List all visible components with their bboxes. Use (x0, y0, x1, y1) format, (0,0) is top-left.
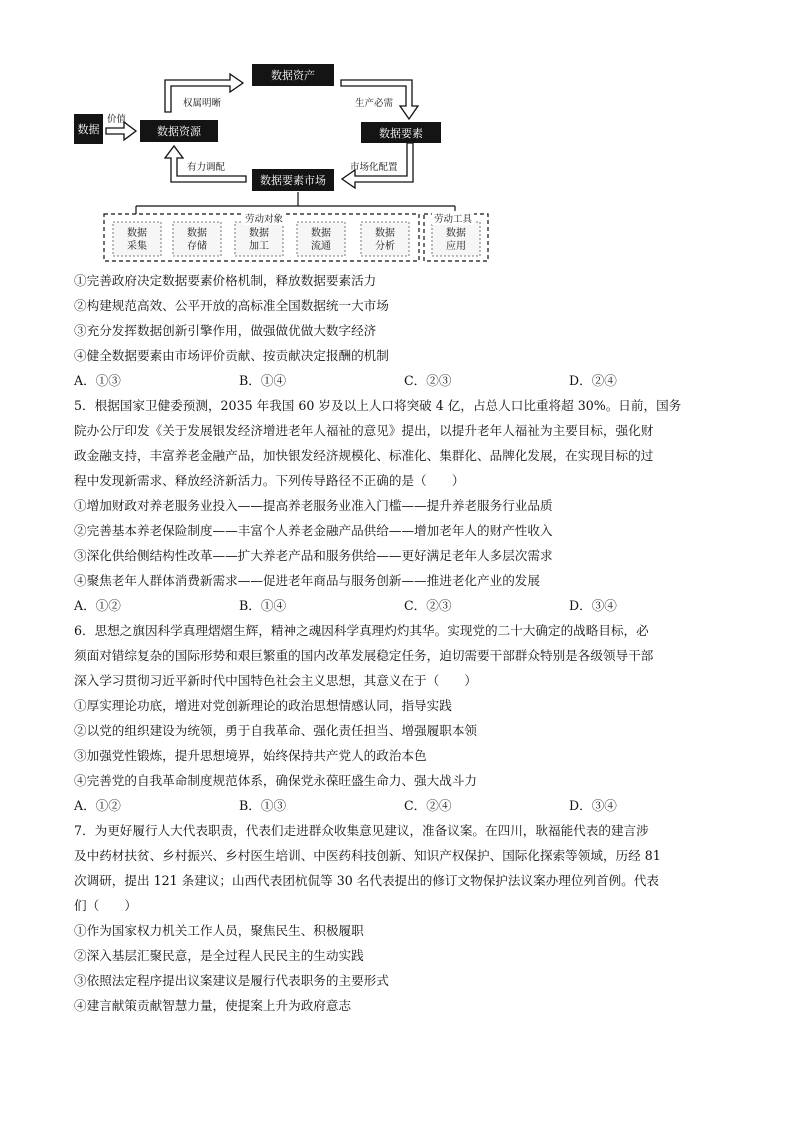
labor-tool-apply: 数据 应用 (446, 228, 466, 252)
question-text (74, 268, 734, 1018)
labor-object-circulate: 数据 流通 (311, 228, 331, 252)
q6-statement: ④完善党的自我革命制度规范体系，确保党永葆旺盛生命力、强大战斗力 (74, 773, 477, 788)
data-elements-box: 数据要素 (361, 122, 441, 143)
q6-stem-line: 6．思想之旗因科学真理熠熠生辉，精神之魂因科学真理灼灼其华。实现党的二十大确定的战略目标，必 (74, 623, 649, 638)
q6-stem-line: 深入学习贯彻习近平新时代中国特色社会主义思想，其意义在于（ ） (74, 673, 477, 688)
q7-stem-line: 次调研，提出 121 条建议；山西代表团杭侃等 30 名代表提出的修订文物保护法议案办理位列首例。代表 (74, 873, 660, 888)
data-assets-box: 数据资产 (252, 64, 334, 86)
q6-block (74, 618, 734, 818)
q4-statement: ①完善政府决定数据要素价格机制，释放数据要素活力 (74, 273, 377, 288)
q5-stem-line: 5．根据国家卫健委预测，2035 年我国 60 岁及以上人口将突破 4 亿，占总人口比重将超 30%。日前，国务 (74, 398, 682, 413)
q4-statement: ④健全数据要素由市场评价贡献、按贡献决定报酬的机制 (74, 348, 389, 363)
q5-statement: ③深化供给侧结构性改革——扩大养老产品和服务供给——更好满足老年人多层次需求 (74, 548, 553, 563)
ownership-label: 权属明晰 (183, 98, 222, 109)
data-box: 数据 (74, 114, 103, 144)
labor-object-title: 劳动对象 (243, 211, 285, 225)
q7-statement: ③依照法定程序提出议案建议是履行代表职务的主要形式 (74, 973, 389, 988)
data-resources-box: 数据资源 (140, 120, 218, 142)
q7-statement: ④建言献策贡献智慧力量，使提案上升为政府意志 (74, 998, 352, 1013)
q5-statement: ④聚焦老年人群体消费新需求——促进老年商品与服务创新——推进老化产业的发展 (74, 573, 540, 588)
q4-statement: ②构建规范高效、公平开放的高标准全国数据统一大市场 (74, 298, 389, 313)
option-b[interactable]: B．①④ (239, 598, 287, 613)
data-element-diagram (0, 0, 794, 270)
labor-object-store: 数据 存储 (187, 228, 207, 252)
option-a[interactable]: A．①③ (74, 373, 121, 388)
option-d[interactable]: D．②④ (569, 373, 617, 388)
q6-stem-line: 须面对错综复杂的国际形势和艰巨繁重的国内改革发展稳定任务，迫切需要干部群众特别是各级领导干部 (74, 648, 654, 663)
q4-block (74, 268, 734, 393)
q5-stem-line: 院办公厅印发《关于发展银发经济增进老年人福祉的意见》提出，以提升老年人福祉为主要目标，强化财 (74, 423, 654, 438)
q5-statement: ①增加财政对养老服务业投入——提高养老服务业准入门槛——提升养老服务行业品质 (74, 498, 553, 513)
q7-stem-line: 们（ ） (74, 898, 137, 913)
value-label: 价值 (107, 114, 127, 125)
q5-stem-line: 政金融支持，丰富养老金融产品，加快银发经济规模化、标准化、集群化、品牌化发展，在实现目标的过 (74, 448, 654, 463)
option-c[interactable]: C．②③ (404, 598, 452, 613)
option-b[interactable]: B．①③ (239, 798, 287, 813)
q5-stem-line: 程中发现新需求、释放经济新活力。下列传导路径不正确的是（ ） (74, 473, 465, 488)
option-c[interactable]: C．②④ (404, 798, 452, 813)
q6-statement: ③加强党性锻炼，提升思想境界，始终保持共产党人的政治本色 (74, 748, 427, 763)
option-b[interactable]: B．①④ (239, 373, 287, 388)
labor-tool-title: 劳动工具 (432, 211, 474, 225)
option-c[interactable]: C．②③ (404, 373, 452, 388)
data-element-market-box: 数据要素市场 (252, 169, 334, 191)
q4-statement: ③充分发挥数据创新引擎作用，做强做优做大数字经济 (74, 323, 377, 338)
q5-statement: ②完善基本养老保险制度——丰富个人养老金融产品供给——增加老年人的财产性收入 (74, 523, 553, 538)
option-a[interactable]: A．①② (74, 798, 121, 813)
allocation-label: 有力调配 (187, 162, 226, 173)
q6-statement: ②以党的组织建设为统领，勇于自我革命、强化责任担当、增强履职本领 (74, 723, 477, 738)
q7-statement: ①作为国家权力机关工作人员，聚焦民生、积极履职 (74, 923, 364, 938)
option-d[interactable]: D．③④ (569, 598, 617, 613)
labor-object-collect: 数据 采集 (127, 228, 147, 252)
option-a[interactable]: A．①② (74, 598, 121, 613)
q6-statement: ①厚实理论功底，增进对党创新理论的政治思想情感认同，指导实践 (74, 698, 452, 713)
q5-options (74, 593, 734, 618)
production-label: 生产必需 (355, 98, 394, 109)
labor-object-analyze: 数据 分析 (375, 228, 395, 252)
marketization-label: 市场化配置 (350, 162, 398, 173)
q7-block (74, 818, 734, 1018)
q4-options (74, 368, 734, 393)
labor-object-process: 数据 加工 (249, 228, 269, 252)
q5-block (74, 393, 734, 618)
q7-stem-line: 7．为更好履行人大代表职责，代表们走进群众收集意见建议，准备议案。在四川，耿福能代表的建言涉 (74, 823, 649, 838)
q7-stem-line: 及中药材扶贫、乡村振兴、乡村医生培训、中医药科技创新、知识产权保护、国际化探索等领域，历经 81 (74, 848, 661, 863)
option-d[interactable]: D．③④ (569, 798, 617, 813)
q6-options (74, 793, 734, 818)
q7-statement: ②深入基层汇聚民意，是全过程人民民主的生动实践 (74, 948, 364, 963)
